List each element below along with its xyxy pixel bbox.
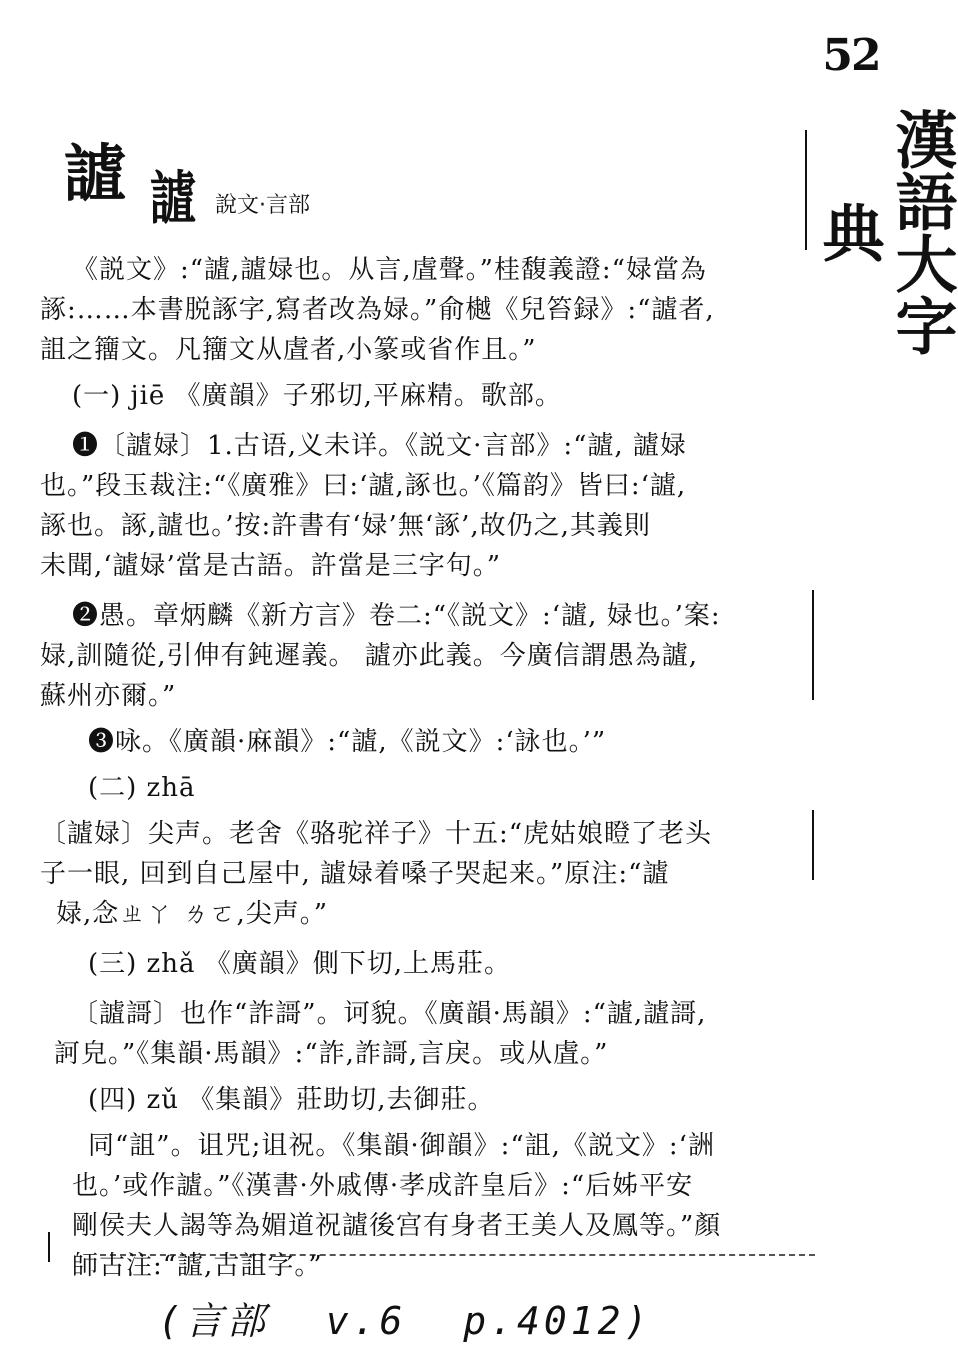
- text-line: 子一眼, 回到自己屋中, 謯娽着嗓子哭起来。”原注:“謯: [40, 859, 670, 889]
- text-line: 娽,念ㄓㄚ ㄌㄛ,尖声。”: [56, 899, 329, 929]
- text-line: 詛之籒文。凡籒文从虘者,小篆或省作且。”: [40, 335, 537, 365]
- sense-heading: (四) zǔ 《集韻》莊助切,去御莊。: [88, 1085, 495, 1115]
- text-line: 諑:……本書脱諑字,寫者改為娽。”俞樾《兒笞録》:“謯者,: [40, 295, 715, 325]
- seal-script-glyph: 謯: [150, 164, 196, 232]
- sense-heading: (一) jiē 《廣韻》子邪切,平麻精。歌部。: [72, 381, 562, 411]
- page-number: 52: [822, 30, 880, 81]
- text-line: 剛侯夫人謁等為媚道祝謯後宫有身者王美人及鳳等。”顏: [72, 1211, 722, 1241]
- sense-heading: (二) zhā: [88, 773, 196, 803]
- text-line: 《説文》:“謯,謯娽也。从言,虘聲。”桂馥義證:“娽當為: [72, 255, 707, 285]
- text-line: 同“詛”。诅咒;诅祝。《集韻·御韻》:“詛,《説文》:‘詶: [88, 1131, 715, 1161]
- dictionary-header: [812, 30, 958, 382]
- text-line: 諑也。諑,謯也。’按:許書有‘娽’無‘諑’,故仍之,其義則: [40, 511, 651, 541]
- text-line: 娽,訓隨從,引伸有鈍遲義。 謯亦此義。今廣信謂愚為謯,: [40, 641, 699, 671]
- text-line: ❸咏。《廣韻·麻韻》:“謯,《説文》:‘詠也。’”: [88, 727, 607, 757]
- text-line: 訶皃。”《集韻·馬韻》:“詐,詐謌,言戾。或从虘。”: [54, 1039, 609, 1069]
- text-line: ❶〔謯娽〕1.古语,义未详。《説文·言部》:“謯, 謯娽: [72, 431, 687, 461]
- dictionary-title: 漢語大字典: [812, 108, 958, 356]
- sense-heading: (三) zhǎ 《廣韻》側下切,上馬莊。: [88, 949, 512, 979]
- vertical-divider: [812, 590, 814, 700]
- text-line: 〔謯謌〕也作“詐謌”。诃貌。《廣韻·馬韻》:“謯,謯謌,: [72, 999, 707, 1029]
- text-line: 蘇州亦爾。”: [40, 681, 177, 711]
- vertical-divider: [805, 130, 807, 250]
- vertical-divider: [812, 810, 814, 880]
- text-line: ❷愚。章炳麟《新方言》卷二:“《説文》:‘謯, 娽也。’案:: [72, 601, 721, 631]
- text-line: 未聞,‘謯娽’當是古語。許當是三字句。”: [40, 551, 502, 581]
- source-label: 說文·言部: [215, 193, 310, 218]
- text-line: 師古注:“謯,古詛字。”: [72, 1251, 323, 1281]
- text-line: 也。”段玉裁注:“《廣雅》曰:‘謯,諑也。’《篇韵》皆曰:‘謯,: [40, 471, 687, 501]
- entry-body: [40, 250, 805, 1286]
- text-line: 也。’或作謯。”《漢書·外戚傳·孝成許皇后》:“后姊平安: [72, 1171, 694, 1201]
- handwritten-note: (言部 v.6 p.4012): [158, 1299, 652, 1343]
- text-line: 〔謯娽〕尖声。老舍《骆驼祥子》十五:“虎姑娘瞪了老头: [40, 819, 713, 849]
- headword: 謯: [64, 137, 127, 210]
